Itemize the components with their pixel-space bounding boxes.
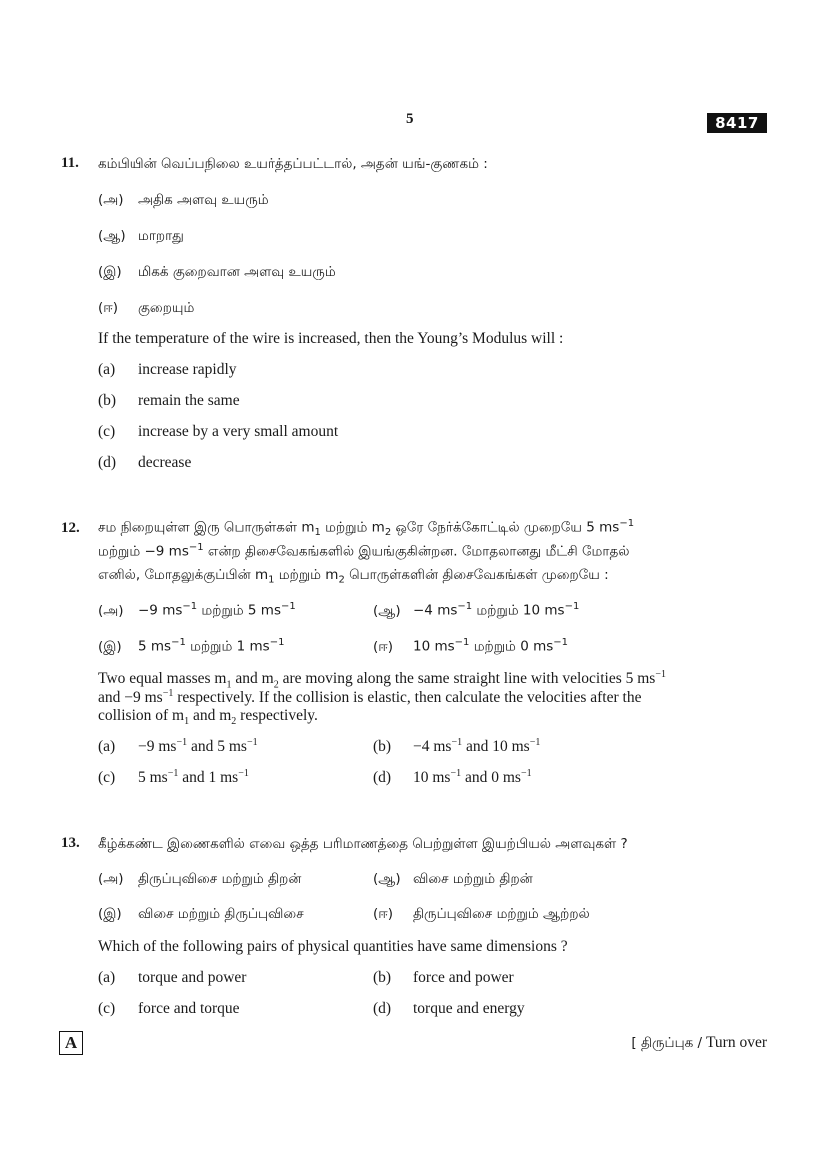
option-english: (d) decrease (98, 454, 192, 471)
option-tamil: (அ) திருப்புவிசை மற்றும் திறன் (98, 871, 302, 887)
question-text-tamil: கீழ்க்கண்ட இணைகளில் எவை ஒத்த பரிமாணத்தை பெற்றுள்ள இயற்பியல் அளவுகள் ? (98, 836, 628, 852)
option-english: (a) torque and power (98, 969, 247, 986)
option-english: (b) force and power (373, 969, 514, 986)
question-text-english: If the temperature of the wire is increased, then the Young’s Modulus will : (98, 330, 564, 347)
option-english: (b) −4 $ms^{-1}$ and 10 $ms^{-1}$ (373, 737, 541, 756)
option-tamil: (இ) விசை மற்றும் திருப்புவிசை (98, 906, 304, 922)
turn-over-text: [ திருப்புக / Turn over (631, 1034, 767, 1051)
option-english: (d) 10 $ms^{-1}$ and 0 $ms^{-1}$ (373, 768, 532, 787)
question-text-english-line: and −9 $ms^{-1}$ respectively. If the collision is elastic, then calculate the velocities after the (98, 688, 642, 707)
option-tamil: (அ) −9 $ms^{-1}$ மற்றும் 5 $ms^{-1}$ (98, 601, 296, 619)
option-tamil: (இ) மிகக் குறைவான அளவு உயரும் (98, 264, 336, 280)
paper-code-badge: 8417 (707, 113, 767, 133)
option-tamil: (ஆ) விசை மற்றும் திறன் (373, 871, 533, 887)
question-text-english: Which of the following pairs of physical quantities have same dimensions ? (98, 938, 568, 955)
page-number: 5 (406, 111, 414, 127)
question-number: 12. (61, 520, 80, 536)
option-english: (c) force and torque (98, 1000, 240, 1017)
option-english: (a) −9 $ms^{-1}$ and 5 $ms^{-1}$ (98, 737, 258, 756)
question-text-tamil-line: சம நிறையுள்ள இரு பொருள்கள் $m_1$ மற்றும் $m_2$ ஒரே நேர்க்கோட்டில் முறையே 5 $ms^{-1}$ (98, 518, 635, 539)
question-text-english-line: Two equal masses $m_1$ and $m_2$ are moving along the same straight line with velocities 5 $ms^{-1}$ (98, 669, 666, 691)
option-tamil: (ஆ) மாறாது (98, 228, 184, 244)
option-tamil: (இ) 5 $ms^{-1}$ மற்றும் 1 $ms^{-1}$ (98, 637, 285, 655)
option-tamil: (அ) அதிக அளவு உயரும் (98, 192, 269, 208)
question-text-english-line: collision of $m_1$ and $m_2$ respectively. (98, 707, 318, 728)
question-text-tamil-line: மற்றும் −9 $ms^{-1}$ என்ற திசைவேகங்களில் இயங்குகின்றன. மோதலானது மீட்சி மோதல் (98, 542, 630, 560)
option-english: (a) increase rapidly (98, 361, 237, 378)
option-tamil: (ஈ) 10 $ms^{-1}$ மற்றும் 0 $ms^{-1}$ (373, 637, 569, 655)
option-english: (d) torque and energy (373, 1000, 525, 1017)
option-tamil: (ஈ) திருப்புவிசை மற்றும் ஆற்றல் (373, 906, 590, 922)
option-tamil: (ஈ) குறையும் (98, 300, 195, 316)
option-english: (c) increase by a very small amount (98, 423, 339, 440)
question-number: 11. (61, 155, 79, 171)
option-english: (c) 5 $ms^{-1}$ and 1 $ms^{-1}$ (98, 768, 249, 787)
option-tamil: (ஆ) −4 $ms^{-1}$ மற்றும் 10 $ms^{-1}$ (373, 601, 580, 619)
series-box: A (59, 1031, 83, 1055)
option-english: (b) remain the same (98, 392, 240, 409)
question-text-tamil-line: எனில், மோதலுக்குப்பின் $m_1$ மற்றும் $m_2$ பொருள்களின் திசைவேகங்கள் முறையே : (98, 567, 609, 586)
question-number: 13. (61, 835, 80, 851)
question-text-tamil: கம்பியின் வெப்பநிலை உயர்த்தப்பட்டால், அதன் யங்-குணகம் : (98, 156, 488, 172)
